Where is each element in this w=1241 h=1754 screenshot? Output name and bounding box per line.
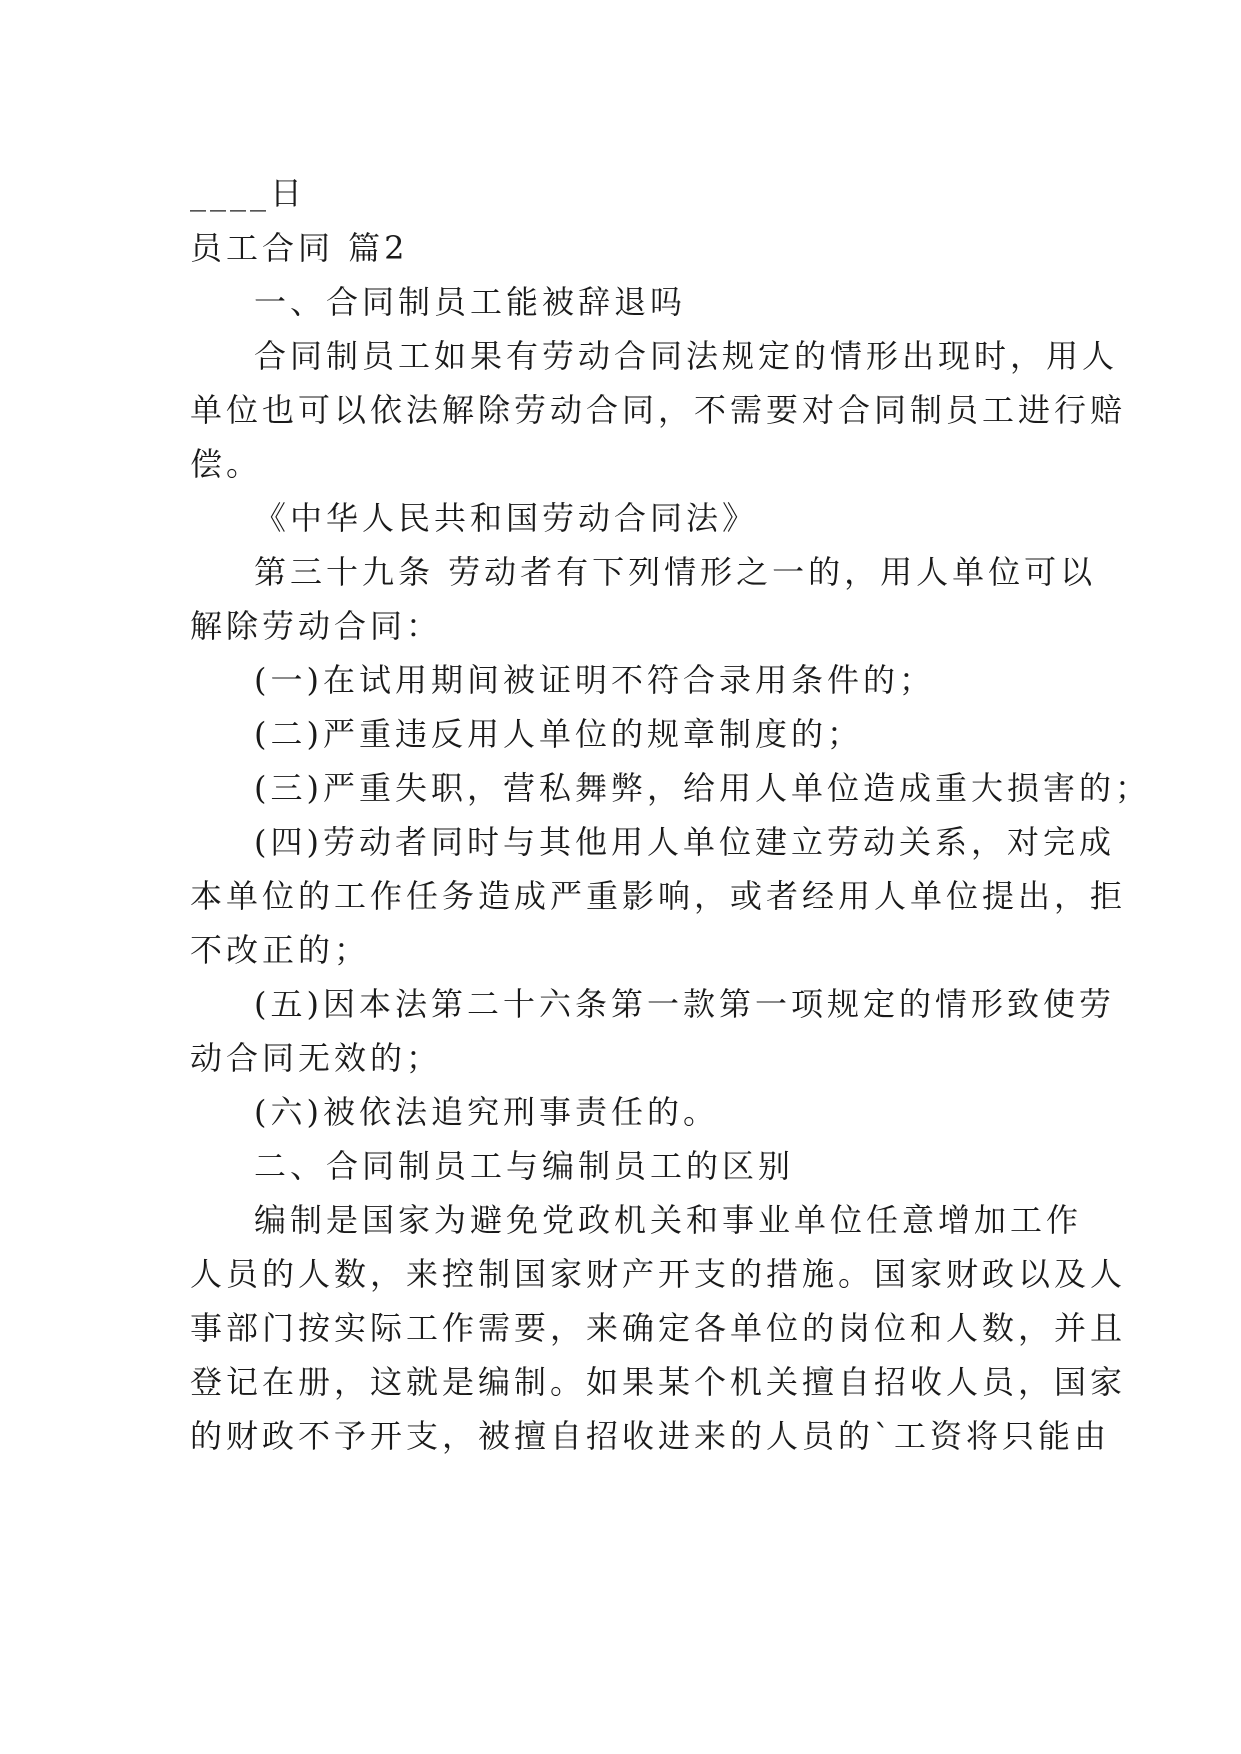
date-line: ____日 <box>190 174 307 212</box>
list-item: (五)因本法第二十六条第一款第一项规定的情形致使劳 <box>254 985 1115 1023</box>
paragraph-line: 的财政不予开支，被擅自招收进来的人员的`工资将只能由 <box>190 1417 1111 1455</box>
paragraph-line: 第三十九条 劳动者有下列情形之一的，用人单位可以 <box>254 553 1097 591</box>
paragraph-line: 编制是国家为避免党政机关和事业单位任意增加工作 <box>254 1201 1083 1239</box>
list-item: (六)被依法追究刑事责任的。 <box>254 1093 719 1131</box>
list-item: (四)劳动者同时与其他用人单位建立劳动关系，对完成 <box>254 823 1115 861</box>
list-item: (二)严重违反用人单位的规章制度的； <box>254 715 863 753</box>
law-title: 《中华人民共和国劳动合同法》 <box>254 499 759 537</box>
list-item-continuation: 本单位的工作任务造成严重影响，或者经用人单位提出，拒 <box>190 877 1127 915</box>
paragraph-line: 偿。 <box>190 445 263 483</box>
paragraph-line: 合同制员工如果有劳动合同法规定的情形出现时，用人 <box>254 337 1119 375</box>
paragraph-line: 人员的人数，来控制国家财产开支的措施。国家财政以及人 <box>190 1255 1127 1293</box>
subheading-1: 一、合同制员工能被辞退吗 <box>254 283 687 321</box>
list-item: (一)在试用期间被证明不符合录用条件的； <box>254 661 935 699</box>
list-item-continuation: 不改正的； <box>190 931 371 969</box>
paragraph-line: 解除劳动合同： <box>190 607 443 645</box>
list-item-continuation: 动合同无效的； <box>190 1039 443 1077</box>
section-heading: 员工合同 篇2 <box>190 229 409 267</box>
subheading-2: 二、合同制员工与编制员工的区别 <box>254 1147 795 1185</box>
paragraph-line: 事部门按实际工作需要，来确定各单位的岗位和人数，并且 <box>190 1309 1127 1347</box>
paragraph-line: 单位也可以依法解除劳动合同，不需要对合同制员工进行赔 <box>190 391 1127 429</box>
paragraph-line: 登记在册，这就是编制。如果某个机关擅自招收人员，国家 <box>190 1363 1127 1401</box>
list-item: (三)严重失职，营私舞弊，给用人单位造成重大损害的； <box>254 769 1151 807</box>
